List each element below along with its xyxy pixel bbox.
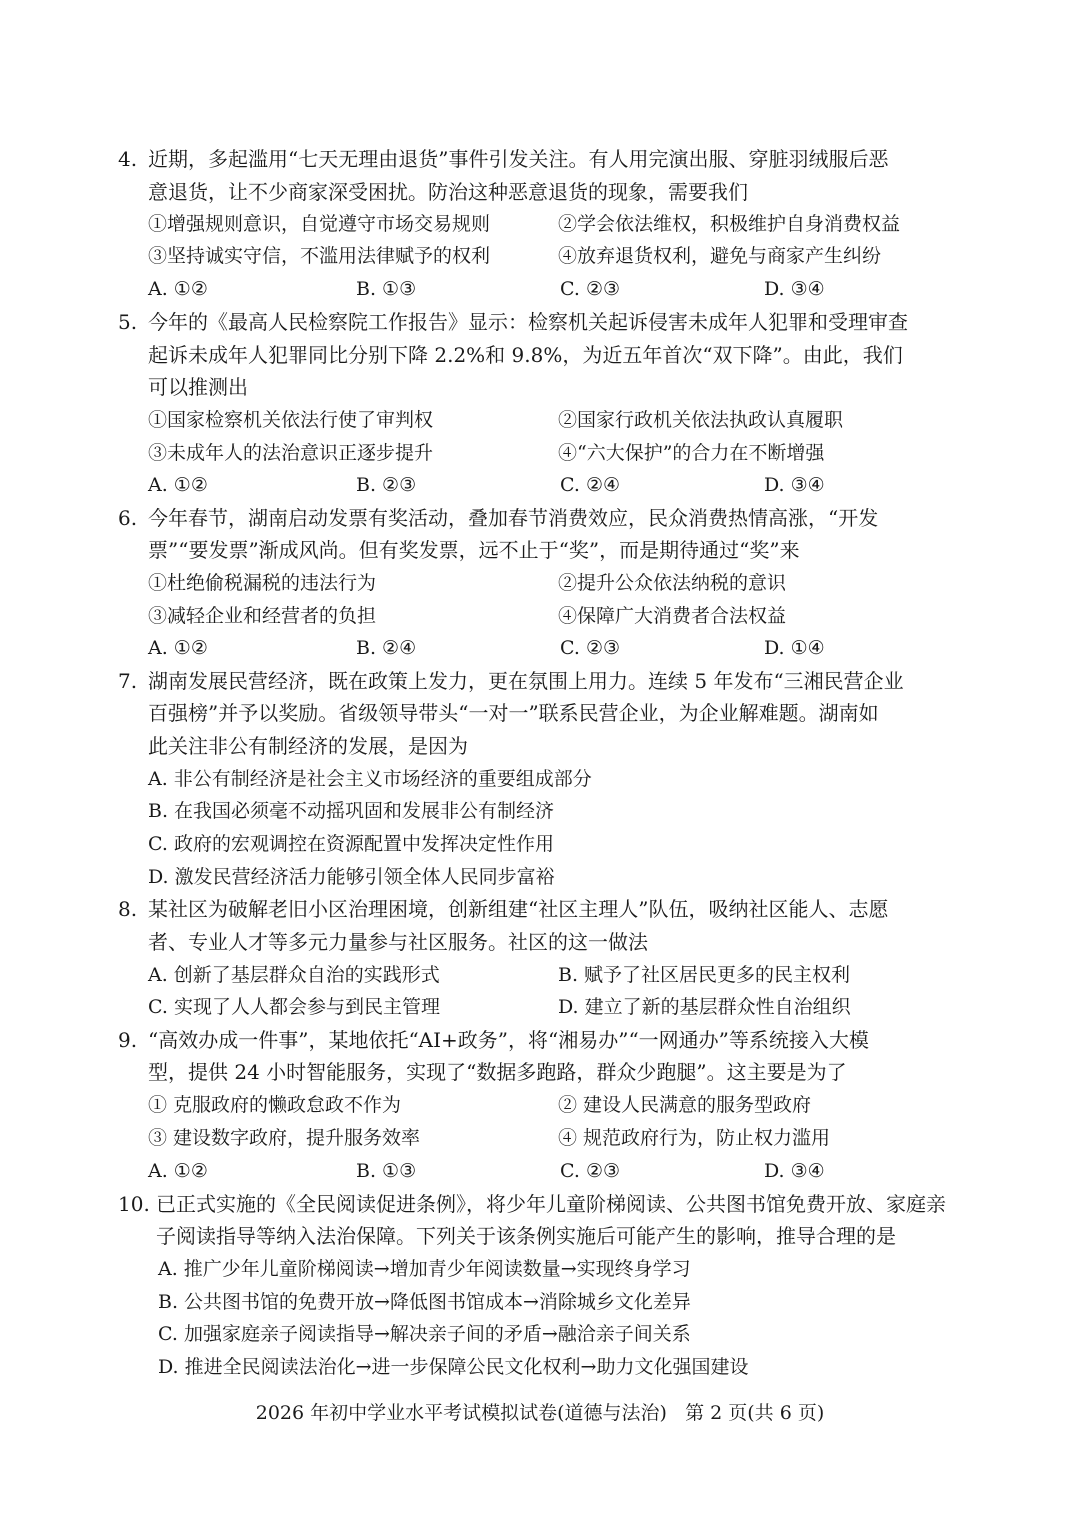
answer-choice: A. ①②: [148, 1160, 208, 1182]
answer-choice: C. ②③: [560, 637, 621, 659]
answer-choice: C. ②③: [560, 1160, 621, 1182]
question-stem-line: 子阅读指导等纳入法治保障。下列关于该条例实施后可能产生的影响，推导合理的是: [156, 1224, 896, 1248]
question-stem-line: 今年春节，湖南启动发票有奖活动，叠加春节消费效应，民众消费热情高涨，“开发: [148, 506, 879, 530]
statement: ④保障广大消费者合法权益: [558, 605, 787, 627]
question-stem-line: 此关注非公有制经济的发展，是因为: [148, 734, 468, 758]
answer-option: B. 在我国必须毫不动摇巩固和发展非公有制经济: [148, 800, 555, 822]
statement: ①增强规则意识，自觉遵守市场交易规则: [148, 213, 491, 235]
answer-choice: B. ①③: [356, 1160, 417, 1182]
answer-option: C. 实现了人人都会参与到民主管理: [148, 996, 440, 1018]
answer-choice: C. ②④: [560, 474, 621, 496]
statement: ③ 建设数字政府，提升服务效率: [148, 1127, 421, 1149]
question-number: 10.: [118, 1192, 150, 1216]
answer-option: A. 非公有制经济是社会主义市场经济的重要组成部分: [148, 768, 592, 790]
question-number: 8.: [118, 897, 138, 921]
question-stem-line: 型，提供 24 小时智能服务，实现了“数据多跑路，群众少跑腿”。这主要是为了: [148, 1060, 847, 1084]
answer-option: C. 加强家庭亲子阅读指导→解决亲子间的矛盾→融洽亲子间关系: [158, 1323, 691, 1345]
question-stem-line: 票”“要发票”渐成风尚。但有奖发票，远不止于“奖”，而是期待通过“奖”来: [148, 538, 800, 562]
question-stem-line: 湖南发展民营经济，既在政策上发力，更在氛围上用力。连续 5 年发布“三湘民营企业: [148, 669, 904, 693]
answer-choice: D. ③④: [764, 1160, 825, 1182]
answer-choice: D. ③④: [764, 278, 825, 300]
answer-choice: A. ①②: [148, 474, 208, 496]
question-stem-line: 意退货，让不少商家深受困扰。防治这种恶意退货的现象，需要我们: [148, 180, 748, 204]
statement: ①国家检察机关依法行使了审判权: [148, 409, 434, 431]
answer-option: A. 推广少年儿童阶梯阅读→增加青少年阅读数量→实现终身学习: [158, 1258, 691, 1280]
statement: ① 克服政府的懒政怠政不作为: [148, 1094, 402, 1116]
statement: ④“六大保护”的合力在不断增强: [558, 442, 825, 464]
question-stem-line: 今年的《最高人民检察院工作报告》显示：检察机关起诉侵害未成年人犯罪和受理审查: [148, 310, 908, 334]
question-number: 4.: [118, 147, 138, 171]
question-number: 5.: [118, 310, 138, 334]
answer-option: D. 激发民营经济活力能够引领全体人民同步富裕: [148, 866, 555, 888]
statement: ①杜绝偷税漏税的违法行为: [148, 572, 377, 594]
answer-option: C. 政府的宏观调控在资源配置中发挥决定性作用: [148, 833, 554, 855]
answer-option: D. 推进全民阅读法治化→进一步保障公民文化权利→助力文化强国建设: [158, 1356, 749, 1378]
question-stem-line: 近期，多起滥用“七天无理由退货”事件引发关注。有人用完演出服、穿脏羽绒服后恶: [148, 147, 889, 171]
statement: ②提升公众依法纳税的意识: [558, 572, 787, 594]
statement: ②国家行政机关依法执政认真履职: [558, 409, 844, 431]
statement: ② 建设人民满意的服务型政府: [558, 1094, 812, 1116]
question-stem-line: 起诉未成年人犯罪同比分别下降 2.2%和 9.8%，为近五年首次“双下降”。由此，我们: [148, 343, 903, 367]
answer-option: B. 赋予了社区居民更多的民主权利: [558, 964, 851, 986]
question-stem-line: 百强榜”并予以奖励。省级领导带头“一对一”联系民营企业，为企业解难题。湖南如: [148, 701, 879, 725]
answer-choice: C. ②③: [560, 278, 621, 300]
statement: ④ 规范政府行为，防止权力滥用: [558, 1127, 831, 1149]
answer-option: D. 建立了新的基层群众性自治组织: [558, 996, 851, 1018]
answer-choice: D. ③④: [764, 474, 825, 496]
question-number: 6.: [118, 506, 138, 530]
statement: ②学会依法维权，积极维护自身消费权益: [558, 213, 901, 235]
question-stem-line: “高效办成一件事”，某地依托“AI+政务”，将“湘易办”“一网通办”等系统接入大模: [148, 1028, 869, 1052]
answer-choice: B. ②③: [356, 474, 417, 496]
answer-choice: A. ①②: [148, 637, 208, 659]
question-number: 7.: [118, 669, 138, 693]
answer-option: A. 创新了基层群众自治的实践形式: [148, 964, 440, 986]
page-footer: 2026 年初中学业水平考试模拟试卷(道德与法治) 第 2 页(共 6 页): [255, 1402, 825, 1424]
answer-choice: B. ②④: [356, 637, 417, 659]
question-stem-line: 者、专业人才等多元力量参与社区服务。社区的这一做法: [148, 930, 648, 954]
question-stem-line: 可以推测出: [148, 375, 248, 399]
question-stem-line: 某社区为破解老旧小区治理困境，创新组建“社区主理人”队伍，吸纳社区能人、志愿: [148, 897, 889, 921]
answer-choice: B. ①③: [356, 278, 417, 300]
question-stem-line: 已正式实施的《全民阅读促进条例》，将少年儿童阶梯阅读、公共图书馆免费开放、家庭亲: [156, 1192, 946, 1216]
answer-choice: A. ①②: [148, 278, 208, 300]
answer-choice: D. ①④: [764, 637, 825, 659]
statement: ③未成年人的法治意识正逐步提升: [148, 442, 434, 464]
statement: ③坚持诚实守信，不滥用法律赋予的权利: [148, 245, 491, 267]
statement: ④放弃退货权利，避免与商家产生纠纷: [558, 245, 882, 267]
question-number: 9.: [118, 1028, 138, 1052]
answer-option: B. 公共图书馆的免费开放→降低图书馆成本→消除城乡文化差异: [158, 1291, 691, 1313]
statement: ③减轻企业和经营者的负担: [148, 605, 377, 627]
